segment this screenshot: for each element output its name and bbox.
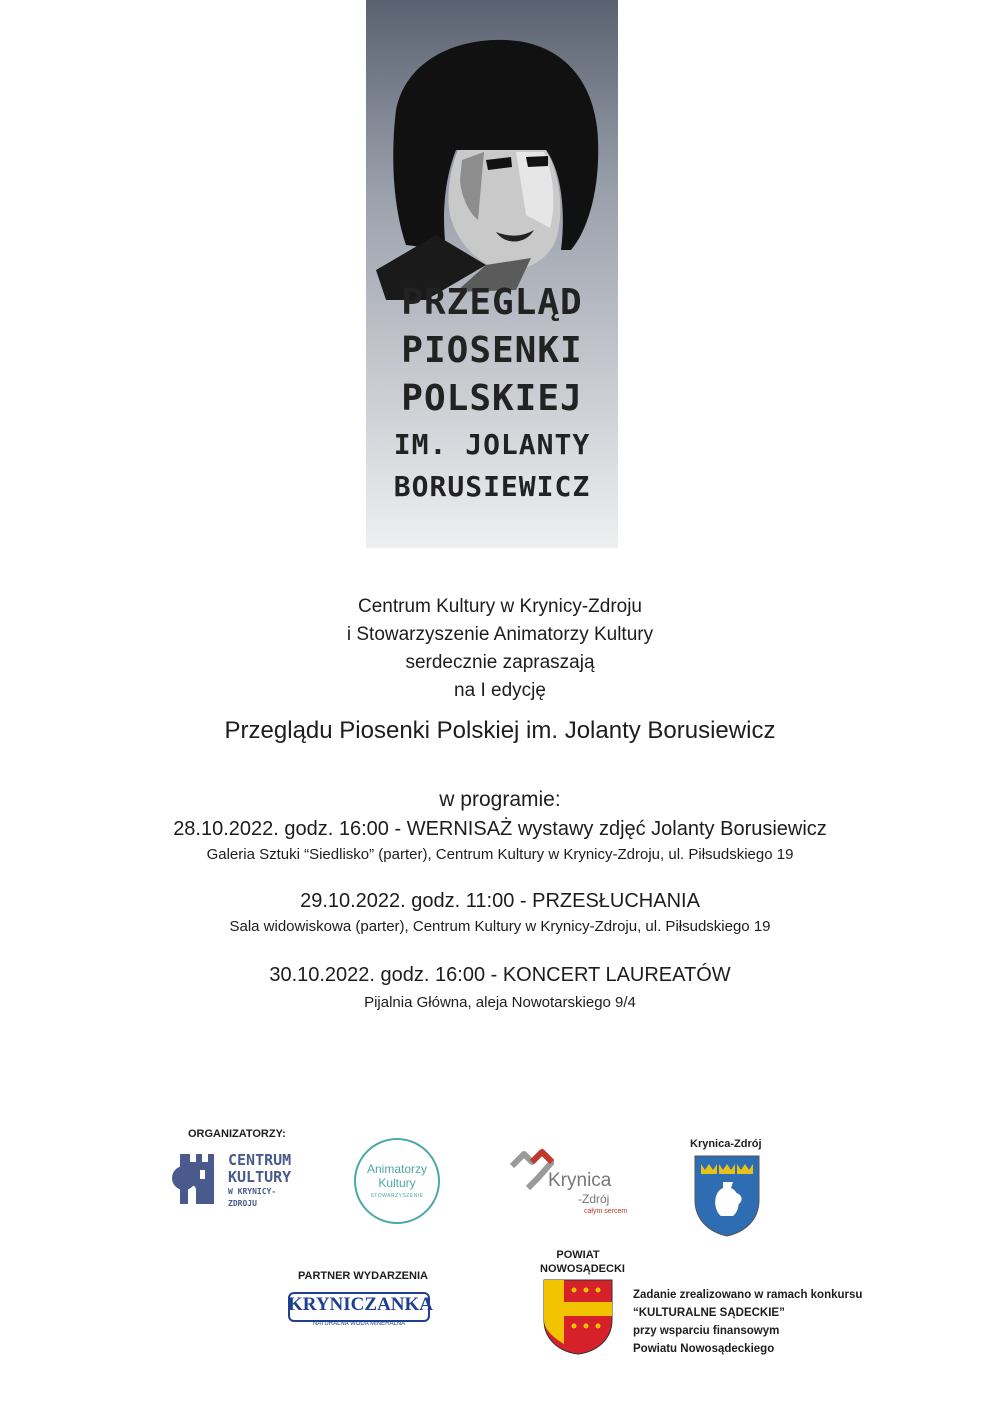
krynica-logo-line-3: całym sercem [584, 1208, 628, 1215]
grant-text-line-4: Powiatu Nowosądeckiego [633, 1343, 775, 1355]
invitation-line-1: Centrum Kultury w Krynicy-Zdroju [357, 596, 643, 617]
event-2-place: Sala widowiskowa (parter), Centrum Kultury w Krynicy-Zdroju, ul. Piłsudskiego 19 [229, 918, 771, 935]
powiat-label-line-2: NOWOSĄDECKI [540, 1263, 625, 1275]
program-heading: w programie: [439, 788, 561, 811]
animatorzy-logo-line-1: Animatorzy [366, 1162, 428, 1176]
event-1-place: Galeria Sztuki “Siedlisko” (parter), Centrum Kultury w Krynicy-Zdroju, ul. Piłsudskiego 19 [206, 846, 794, 863]
portrait-illustration [366, 0, 618, 548]
grant-text-line-1: Zadanie zrealizowano w ramach konkursu [633, 1289, 863, 1301]
invitation-line-2: i Stowarzyszenie Animatorzy Kultury [346, 624, 654, 645]
krynica-logo-line-2: -Zdrój [578, 1192, 610, 1206]
kryniczanka-logo [288, 1288, 434, 1330]
grant-text-line-2: “KULTURALNE SĄDECKIE” [633, 1307, 785, 1319]
event-3-title: 30.10.2022. godz. 16:00 - KONCERT LAUREATÓW [269, 964, 731, 986]
animatorzy-logo-line-2: Kultury [378, 1176, 416, 1190]
partner-label: PARTNER WYDARZENIA [298, 1270, 428, 1282]
castle-tower-icon [166, 1148, 228, 1210]
banner-title-line-5: BORUSIEWICZ [393, 470, 591, 503]
banner-title-line-2: PIOSENKI [401, 330, 583, 371]
powiat-label [540, 1248, 625, 1276]
ck-logo-line-2: KULTURY [228, 1168, 292, 1186]
grant-text [633, 1286, 862, 1358]
animatorzy-logo-line-3: STOWARZYSZENIE [370, 1193, 424, 1199]
animatorzy-kultury-logo [354, 1138, 440, 1224]
kryniczanka-logo-sub: NATURALNA WODA MINERALNA [312, 1321, 406, 1327]
grant-text-line-3: przy wsparciu finansowym [633, 1325, 780, 1337]
ck-logo-line-3: W KRYNICY-ZDROJU [228, 1187, 277, 1208]
krynica-zdroj-logo [508, 1148, 658, 1218]
banner-title-line-4: IM. JOLANTY [393, 428, 591, 461]
krynica-logo-line-1: Krynica [548, 1170, 612, 1191]
event-name: Przeglądu Piosenki Polskiej im. Jolanty Borusiewicz [224, 717, 776, 744]
ck-logo-line-1: CENTRUM [228, 1151, 292, 1169]
powiat-crest-icon [542, 1278, 614, 1356]
kryniczanka-logo-text: KRYNICZANKA [288, 1294, 434, 1315]
event-3-place: Pijalnia Główna, aleja Nowotarskiego 9/4 [364, 994, 636, 1011]
event-1-title: 28.10.2022. godz. 16:00 - WERNISAŻ wystawy zdjęć Jolanty Borusiewicz [173, 818, 827, 840]
organizers-label: ORGANIZATORZY: [188, 1128, 286, 1140]
centrum-kultury-logo [166, 1148, 296, 1210]
krynica-crest-icon [693, 1154, 761, 1238]
banner-title-line-3: POLSKIEJ [401, 378, 583, 419]
event-banner [366, 0, 618, 548]
event-2-title: 29.10.2022. godz. 11:00 - PRZESŁUCHANIA [300, 890, 700, 912]
krynica-crest-label: Krynica-Zdrój [690, 1138, 762, 1150]
banner-title-line-1: PRZEGLĄD [401, 282, 583, 323]
powiat-label-line-1: POWIAT [556, 1249, 600, 1261]
invitation-line-3: serdecznie zapraszają [405, 652, 595, 673]
invitation-line-4: na I edycję [454, 680, 546, 701]
